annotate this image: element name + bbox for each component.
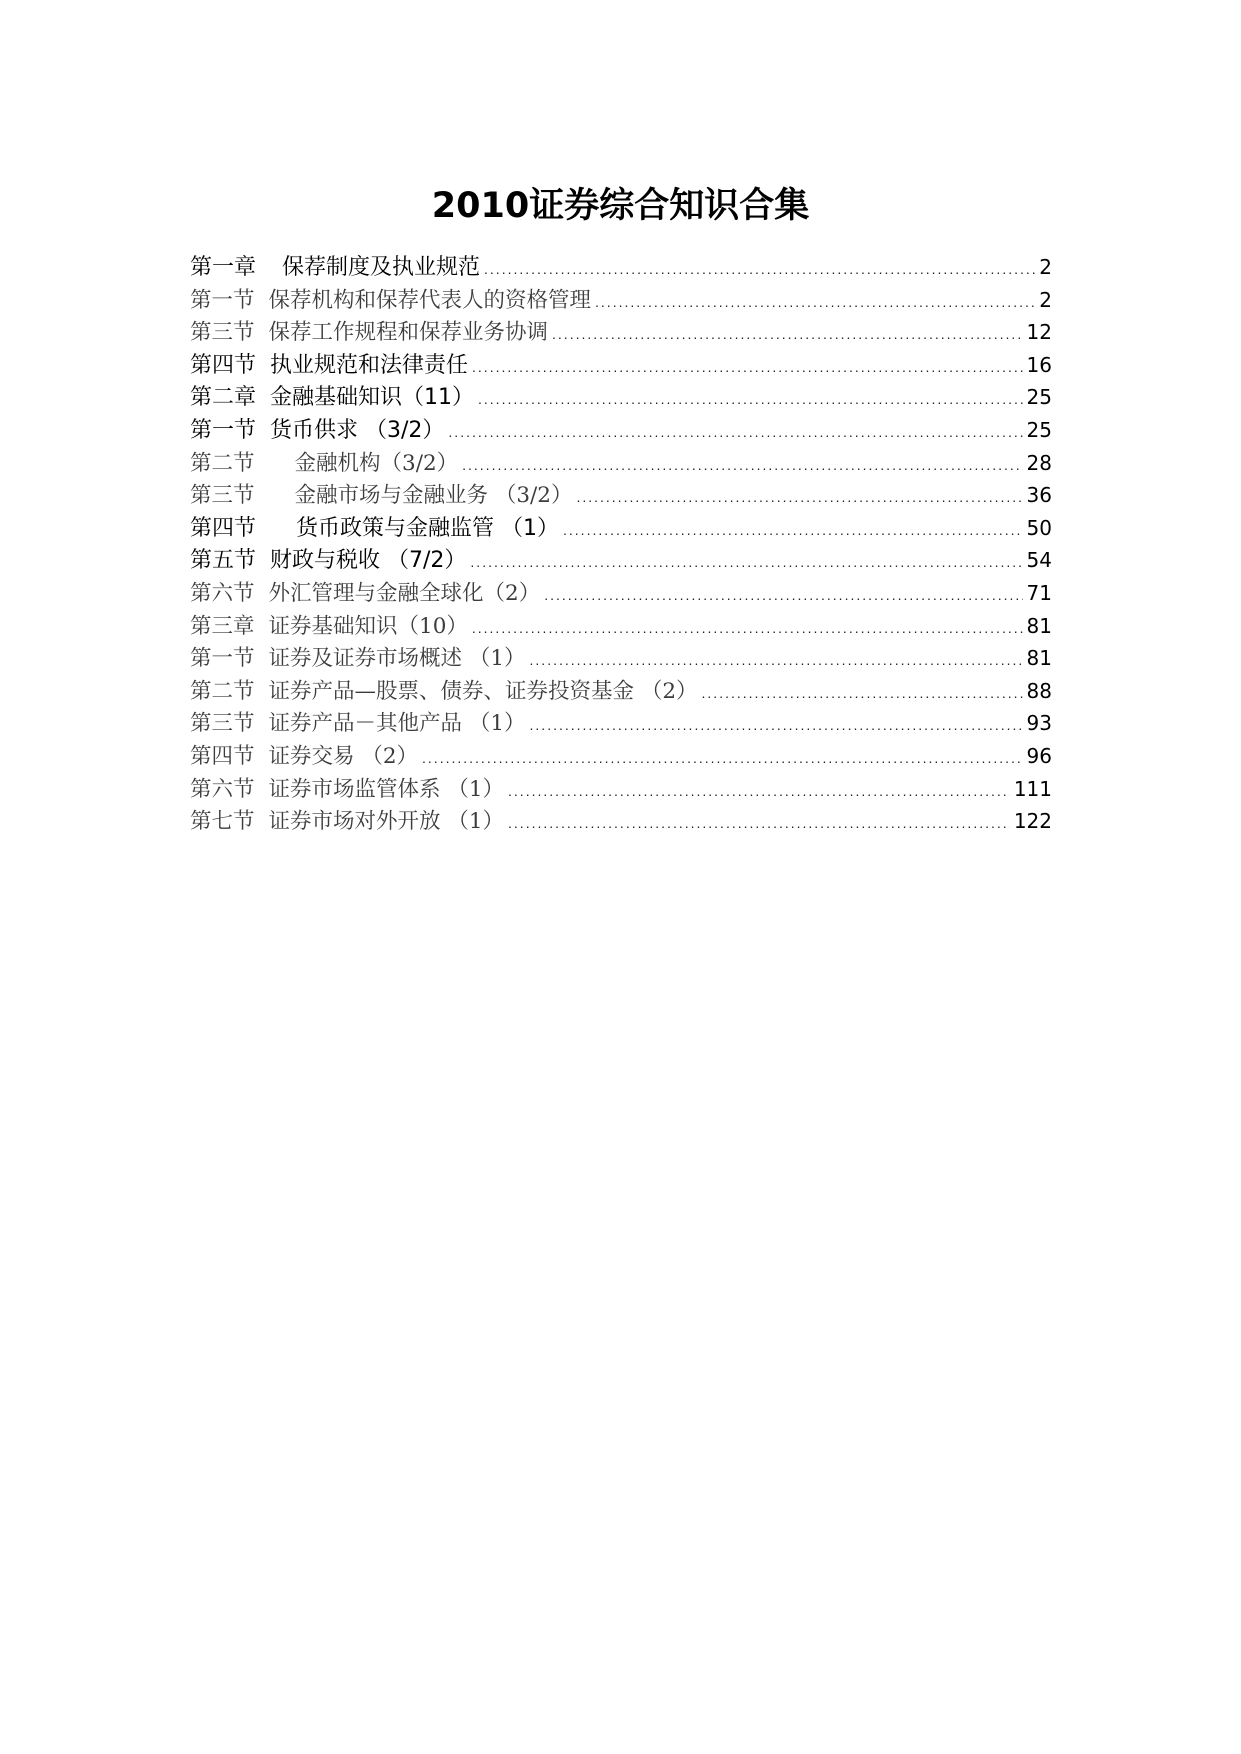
toc-entry-title: 证券市场监管体系 （1） <box>268 776 505 802</box>
toc-leader-dots <box>702 685 1023 701</box>
toc-leader-dots <box>508 815 1010 831</box>
toc-leader-dots <box>484 261 1035 277</box>
toc-entry-number: 第四节 <box>190 352 257 378</box>
toc-entry-number: 第六节 <box>190 776 255 802</box>
toc-entry-title: 证券产品－其他产品 （1） <box>268 711 526 737</box>
toc-leader-dots <box>563 522 1023 538</box>
toc-leader-dots <box>462 457 1022 473</box>
toc-entry[interactable] <box>190 250 1052 283</box>
toc-entry-number: 第二章 <box>190 385 257 411</box>
toc-entry-title: 货币供求 （3/2） <box>270 417 445 443</box>
toc-entry-title: 证券产品—股票、债券、证券投资基金 （2） <box>268 678 698 704</box>
toc-entry[interactable] <box>190 804 1052 837</box>
toc-entry[interactable] <box>190 478 1052 511</box>
toc-leader-dots <box>448 424 1022 440</box>
toc-leader-dots <box>478 391 1023 407</box>
toc-entry-title: 证券交易 （2） <box>268 743 419 769</box>
toc-entry[interactable] <box>190 511 1052 544</box>
toc-leader-dots <box>422 750 1023 766</box>
toc-entry-page: 88 <box>1026 678 1052 703</box>
toc-entry-page: 81 <box>1026 646 1052 671</box>
table-of-contents <box>190 250 1052 837</box>
toc-entry-page: 36 <box>1026 483 1052 508</box>
toc-entry-number: 第六节 <box>190 580 255 606</box>
toc-entry-number: 第一节 <box>190 417 257 443</box>
toc-entry-number: 第五节 <box>190 548 257 574</box>
toc-entry-page: 122 <box>1013 809 1052 834</box>
toc-entry-number: 第三节 <box>190 711 255 737</box>
toc-entry-title: 保荐制度及执业规范 <box>282 255 481 280</box>
toc-entry-number: 第一节 <box>190 287 255 313</box>
toc-entry-page: 93 <box>1026 711 1052 736</box>
toc-entry-title: 证券及证券市场概述 （1） <box>268 646 526 672</box>
toc-entry-title: 执业规范和法律责任 <box>270 352 469 378</box>
toc-entry-page: 71 <box>1026 580 1052 605</box>
toc-entry[interactable] <box>190 315 1052 348</box>
toc-entry[interactable] <box>190 739 1052 772</box>
toc-entry-number: 第三节 <box>190 483 255 509</box>
toc-leader-dots <box>530 652 1023 668</box>
toc-entry-number: 第三章 <box>190 613 255 639</box>
toc-leader-dots <box>472 359 1023 375</box>
toc-entry-page: 25 <box>1026 417 1052 442</box>
toc-leader-dots <box>576 489 1022 505</box>
toc-entry-number: 第七节 <box>190 809 255 835</box>
toc-entry-title: 货币政策与金融监管 （1） <box>296 515 560 541</box>
toc-entry-number: 第四节 <box>190 743 255 769</box>
toc-entry[interactable] <box>190 380 1052 413</box>
toc-entry-page: 2 <box>1039 287 1052 312</box>
toc-entry[interactable] <box>190 413 1052 446</box>
toc-entry[interactable] <box>190 609 1052 642</box>
toc-entry-number: 第四节 <box>190 515 257 541</box>
toc-entry-page: 2 <box>1039 255 1052 279</box>
toc-entry-page: 96 <box>1026 743 1052 768</box>
toc-entry[interactable] <box>190 543 1052 576</box>
toc-entry-title: 证券基础知识（10） <box>268 613 468 639</box>
toc-entry[interactable] <box>190 283 1052 316</box>
toc-leader-dots <box>544 587 1022 603</box>
toc-leader-dots <box>472 620 1023 636</box>
toc-entry-title: 金融机构（3/2） <box>294 450 459 476</box>
toc-entry-page: 25 <box>1026 385 1052 410</box>
toc-entry-page: 16 <box>1026 352 1052 377</box>
toc-entry-page: 111 <box>1013 776 1052 801</box>
page-title: 2010证券综合知识合集 <box>431 186 810 227</box>
toc-leader-dots <box>530 717 1023 733</box>
toc-entry-title: 证券市场对外开放 （1） <box>268 809 505 835</box>
toc-entry[interactable] <box>190 674 1052 707</box>
toc-entry-number: 第二节 <box>190 678 255 704</box>
toc-entry-page: 54 <box>1026 548 1052 573</box>
toc-entry[interactable] <box>190 348 1052 381</box>
toc-entry-number: 第一节 <box>190 646 255 672</box>
toc-entry-page: 28 <box>1026 450 1052 475</box>
toc-entry-page: 50 <box>1026 515 1052 540</box>
toc-entry-title: 金融市场与金融业务 （3/2） <box>294 483 573 509</box>
toc-entry[interactable] <box>190 641 1052 674</box>
toc-entry[interactable] <box>190 772 1052 805</box>
toc-entry-page: 12 <box>1026 320 1052 345</box>
toc-leader-dots <box>470 554 1022 570</box>
toc-entry-page: 81 <box>1026 613 1052 638</box>
toc-entry[interactable] <box>190 446 1052 479</box>
toc-entry-title: 保荐机构和保荐代表人的资格管理 <box>268 287 592 313</box>
toc-entry[interactable] <box>190 576 1052 609</box>
toc-entry-title: 金融基础知识（11） <box>270 385 475 411</box>
toc-leader-dots <box>552 326 1023 342</box>
toc-entry-title: 保荐工作规程和保荐业务协调 <box>268 320 549 346</box>
toc-entry-title: 外汇管理与金融全球化（2） <box>268 580 541 606</box>
toc-entry-title: 财政与税收 （7/2） <box>270 548 467 574</box>
toc-entry-number: 第一章 <box>190 255 257 280</box>
toc-leader-dots <box>595 294 1035 310</box>
toc-entry-number: 第二节 <box>190 450 255 476</box>
toc-entry-number: 第三节 <box>190 320 255 346</box>
toc-leader-dots <box>508 783 1010 799</box>
toc-entry[interactable] <box>190 706 1052 739</box>
